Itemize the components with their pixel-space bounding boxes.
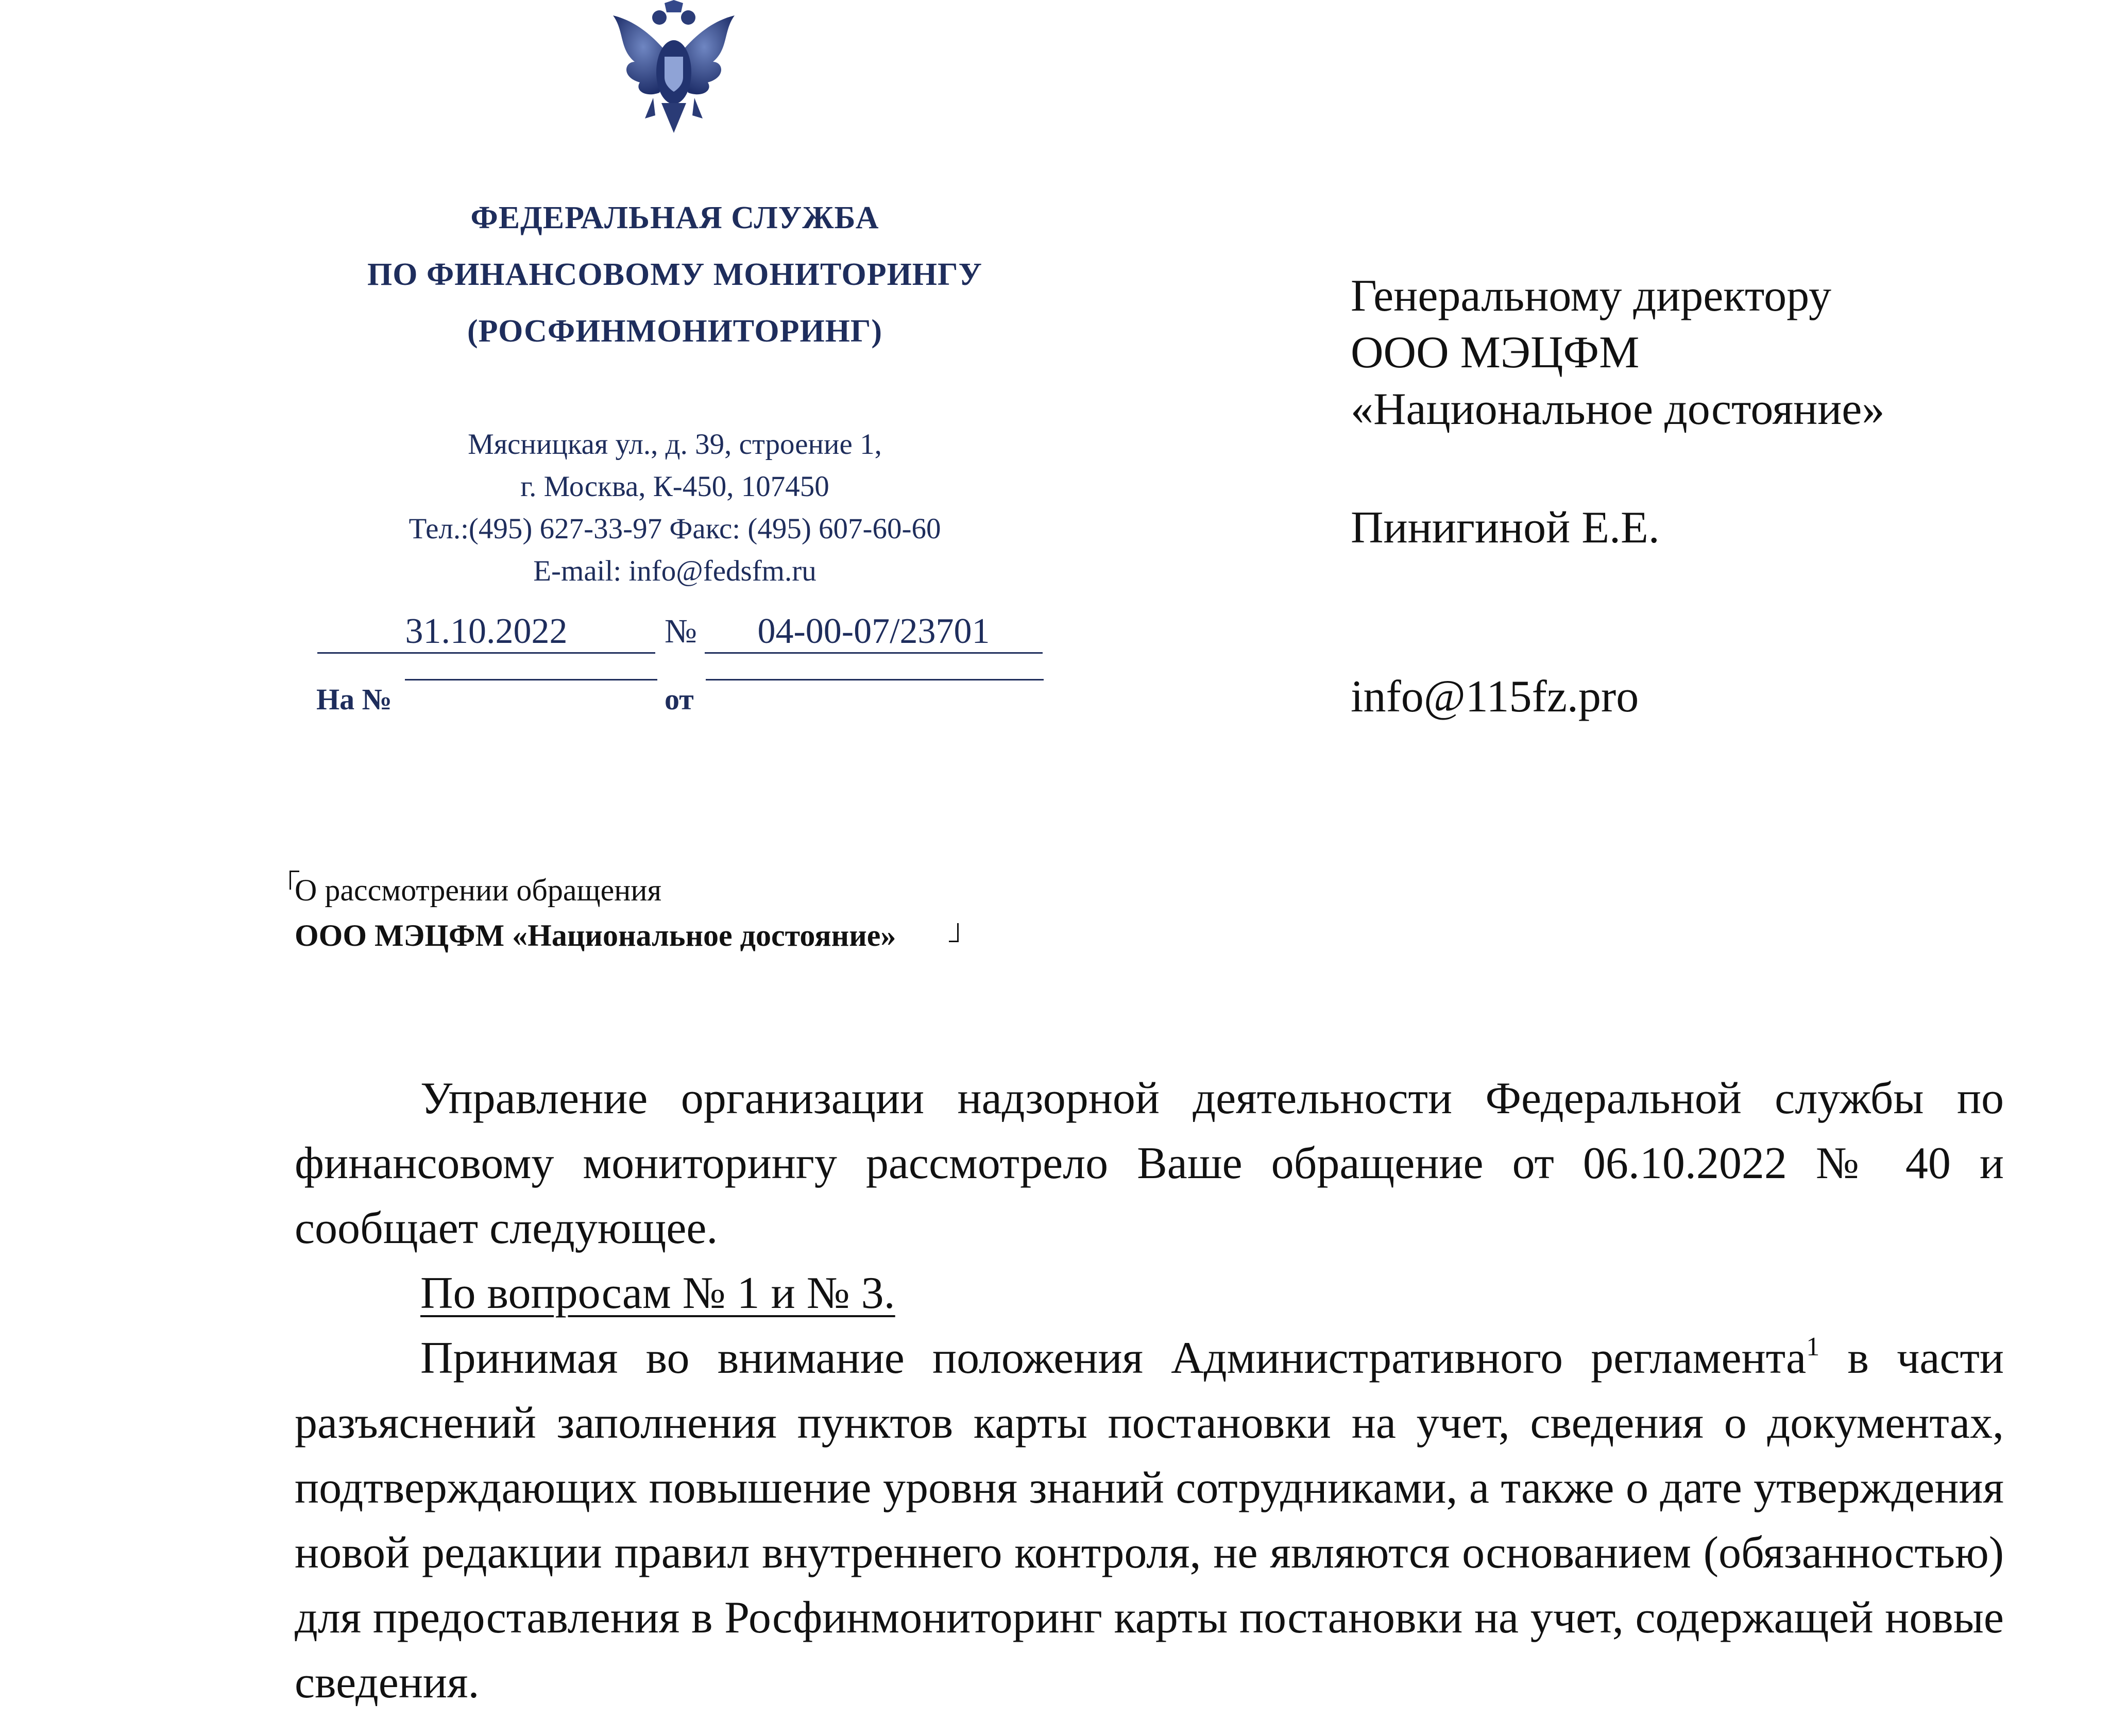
reference-number-label: На № bbox=[316, 683, 392, 716]
double-headed-eagle-emblem-icon bbox=[604, 0, 744, 135]
letter-body bbox=[295, 1066, 2004, 1715]
org-name-line3: (РОСФИНМОНИТОРИНГ) bbox=[467, 314, 882, 349]
body-paragraph-2-start: Принимая во внимание положения Административного регламента bbox=[420, 1333, 1807, 1383]
subject-line2: ООО МЭЦФМ «Национальное достояние» bbox=[295, 918, 896, 952]
footnote-reference: 1 bbox=[1806, 1332, 1820, 1361]
reference-date-label: от bbox=[665, 683, 694, 716]
addressee-line3: «Национальное достояние» bbox=[1351, 384, 1885, 434]
organization-name bbox=[288, 190, 1061, 360]
subject-block bbox=[295, 867, 896, 958]
body-paragraph-1: Управление организации надзорной деятельности Федеральной службы по финансовому мониторингу рассмотрело Ваше обращение от 06.10.2022 № 40 и сообщает следующее. bbox=[295, 1074, 2004, 1253]
reference-number-field bbox=[405, 679, 657, 680]
organization-contacts bbox=[288, 423, 1061, 592]
reference-date-field bbox=[706, 679, 1044, 680]
subject-corner-mark-bottom-right bbox=[949, 923, 959, 942]
addressee-email: info@115fz.pro bbox=[1351, 672, 1639, 722]
registration-number: 04-00-07/23701 bbox=[705, 611, 1043, 654]
email-line: E-mail: info@fedsfm.ru bbox=[533, 555, 816, 587]
address-line2: г. Москва, К-450, 107450 bbox=[520, 470, 829, 503]
subject-line1: О рассмотрении обращения bbox=[295, 873, 662, 907]
body-paragraph-2-rest: в части разъяснений заполнения пунктов карты постановки на учет, сведения о документах, подтверждающих повышение уровня знаний сотрудниками, а также о дате утверждения новой редакции правил внутреннего контроля, не являются основанием (обязанностью) для предоставления в Росфинмониторинг карты постановки на учет, содержащей новые сведения. bbox=[295, 1333, 2004, 1708]
phone-fax-line: Тел.:(495) 627-33-97 Факс: (495) 607-60-60 bbox=[409, 513, 941, 545]
address-line1: Мясницкая ул., д. 39, строение 1, bbox=[468, 428, 882, 461]
addressee-name: Пинигиной Е.Е. bbox=[1351, 503, 1660, 553]
addressee-line2: ООО МЭЦФМ bbox=[1351, 328, 1640, 378]
org-name-line2: ПО ФИНАНСОВОМУ МОНИТОРИНГУ bbox=[367, 257, 982, 292]
body-heading bbox=[295, 1261, 2004, 1326]
body-paragraph-2 bbox=[295, 1326, 2004, 1715]
addressee-block bbox=[1351, 268, 2092, 556]
registration-date: 31.10.2022 bbox=[317, 611, 655, 654]
org-name-line1: ФЕДЕРАЛЬНАЯ СЛУЖБА bbox=[470, 200, 879, 235]
addressee-line1: Генеральному директору bbox=[1351, 271, 1832, 321]
body-heading-text: По вопросам № 1 и № 3. bbox=[420, 1268, 895, 1318]
registration-number-sign: № bbox=[665, 612, 697, 650]
